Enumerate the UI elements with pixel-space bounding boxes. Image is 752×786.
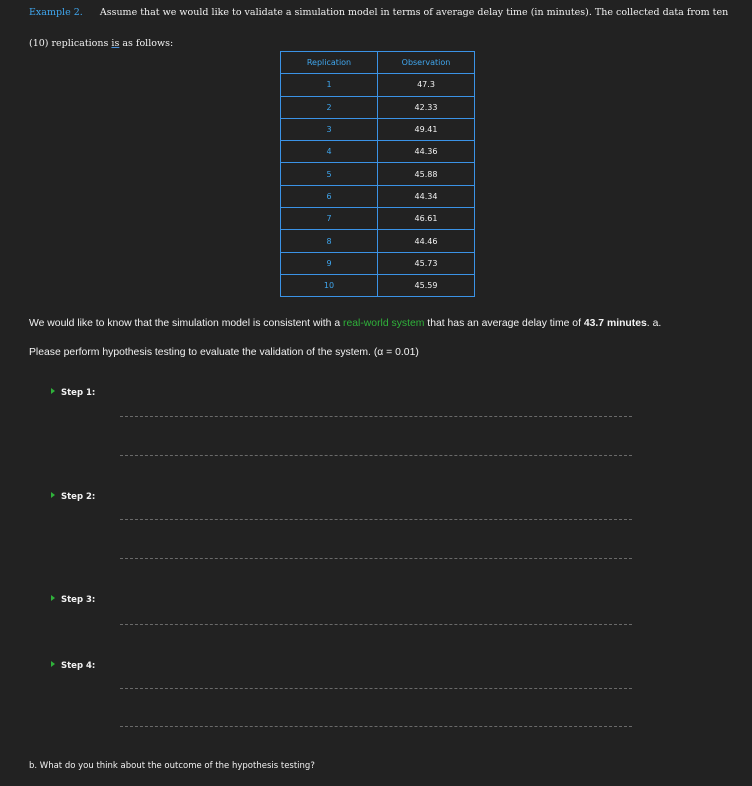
observation-cell: 47.3 [378,74,475,96]
table-row [281,141,475,163]
bullet-arrow-icon [51,388,55,394]
observation-cell: 46.61 [378,208,475,230]
target-value: 43.7 minutes [583,318,647,329]
problem-paragraph-line-2: Please perform hypothesis testing to evaluate the validation of the system. (α = 0.01) [29,347,419,358]
bullet-arrow-icon [51,492,55,498]
answer-line[interactable] [120,688,632,689]
observation-cell: 44.34 [378,185,475,207]
replication-cell: 5 [281,163,378,185]
replication-cell: 3 [281,118,378,140]
table-row [281,230,475,252]
header-observation: Observation [378,52,475,74]
table-row [281,185,475,207]
answer-line[interactable] [120,624,632,625]
question-b: b. What do you think about the outcome of the hypothesis testing? [29,761,315,771]
observation-cell: 45.88 [378,163,475,185]
header-replication: Replication [281,52,378,74]
answer-line[interactable] [120,455,632,456]
intro-line-1 [29,7,728,18]
replication-cell: 7 [281,208,378,230]
replication-cell: 4 [281,141,378,163]
highlighted-term: real-world system [343,318,425,329]
answer-line[interactable] [120,519,632,520]
observation-cell: 44.46 [378,230,475,252]
replication-cell: 10 [281,274,378,296]
intro-text: Assume that we would like to validate a simulation model in terms of average delay time (in minutes). The collected data from ten [99,7,729,18]
replication-cell: 8 [281,230,378,252]
step-4-label: Step 4: [51,661,95,671]
table-row [281,252,475,274]
observation-cell: 49.41 [378,118,475,140]
table-row [281,118,475,140]
replication-cell: 1 [281,74,378,96]
example-label: Example 2. [29,7,83,18]
observation-cell: 45.73 [378,252,475,274]
bullet-arrow-icon [51,661,55,667]
replication-cell: 9 [281,252,378,274]
table-row [281,96,475,118]
problem-paragraph-line-1: We would like to know that the simulation model is consistent with a real-world system that has an average delay time of 43.7 minutes. a. [29,318,662,329]
observation-cell: 44.36 [378,141,475,163]
table-row [281,274,475,296]
table-row [281,208,475,230]
replication-cell: 2 [281,96,378,118]
table-row [281,74,475,96]
observation-cell: 42.33 [378,96,475,118]
replication-cell: 6 [281,185,378,207]
intro-line-2: (10) replications is as follows: [29,38,174,49]
step-3-label: Step 3: [51,595,95,605]
bullet-arrow-icon [51,595,55,601]
answer-line[interactable] [120,558,632,559]
observation-cell: 45.59 [378,274,475,296]
answer-line[interactable] [120,726,632,727]
underlined-word: is [111,38,120,49]
observation-table [280,51,475,297]
answer-line[interactable] [120,416,632,417]
step-1-label: Step 1: [51,388,95,398]
step-2-label: Step 2: [51,492,95,502]
table-row [281,163,475,185]
table-header-row [281,52,475,74]
